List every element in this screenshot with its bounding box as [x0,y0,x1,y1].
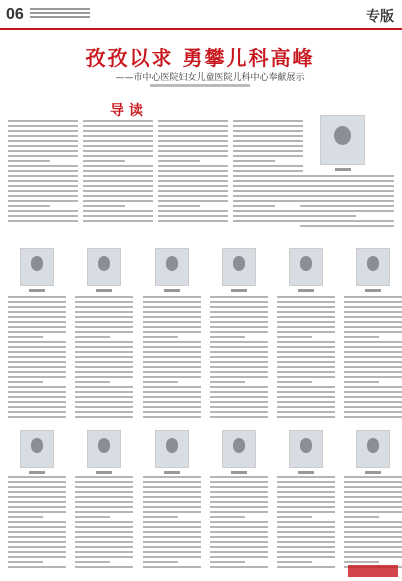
portrait-photo [20,430,54,468]
photo-caption [365,289,381,292]
portrait-photo [356,430,390,468]
portrait-photo [289,430,323,468]
portrait-photo [155,430,189,468]
photo-caption [96,289,112,292]
byline [150,84,250,87]
portrait-photo [20,248,54,286]
page-number: 06 [6,6,24,23]
subtitle: ——市中心医院妇女儿童医院儿科中心奉献展示 [115,73,305,83]
text-column [210,476,268,571]
text-column [233,120,303,225]
text-column [75,476,133,571]
photo-caption [164,289,180,292]
text-column [277,296,335,421]
photo-caption [96,471,112,474]
photo-caption [29,289,45,292]
newspaper-logo [175,5,250,23]
text-column [8,476,66,571]
portrait-photo [356,248,390,286]
photo-caption [365,471,381,474]
portrait-photo [87,248,121,286]
text-column [344,296,402,421]
portrait-photo [155,248,189,286]
text-column [8,120,78,225]
section-tag: 专版 [366,9,394,25]
text-column [300,175,394,230]
photo-caption [298,471,314,474]
text-column [8,296,66,421]
photo-caption [298,289,314,292]
text-column [277,476,335,571]
text-column [75,296,133,421]
portrait-photo [320,115,365,165]
masthead [0,0,402,30]
issue-info [30,8,90,20]
text-column [210,296,268,421]
text-column [83,120,153,225]
photo-caption [231,471,247,474]
text-column [143,296,201,421]
photo-caption [231,289,247,292]
portrait-photo [289,248,323,286]
portrait-photo [222,430,256,468]
text-column [143,476,201,571]
photo-caption [29,471,45,474]
watermark-logo [348,565,398,577]
text-column [158,120,228,225]
text-column [344,476,402,571]
headline: 孜孜以求 勇攀儿科高峰 [85,46,315,70]
guide-heading: 导 读 [110,103,143,119]
photo-caption [164,471,180,474]
portrait-photo [222,248,256,286]
photo-caption [335,168,351,171]
portrait-photo [87,430,121,468]
